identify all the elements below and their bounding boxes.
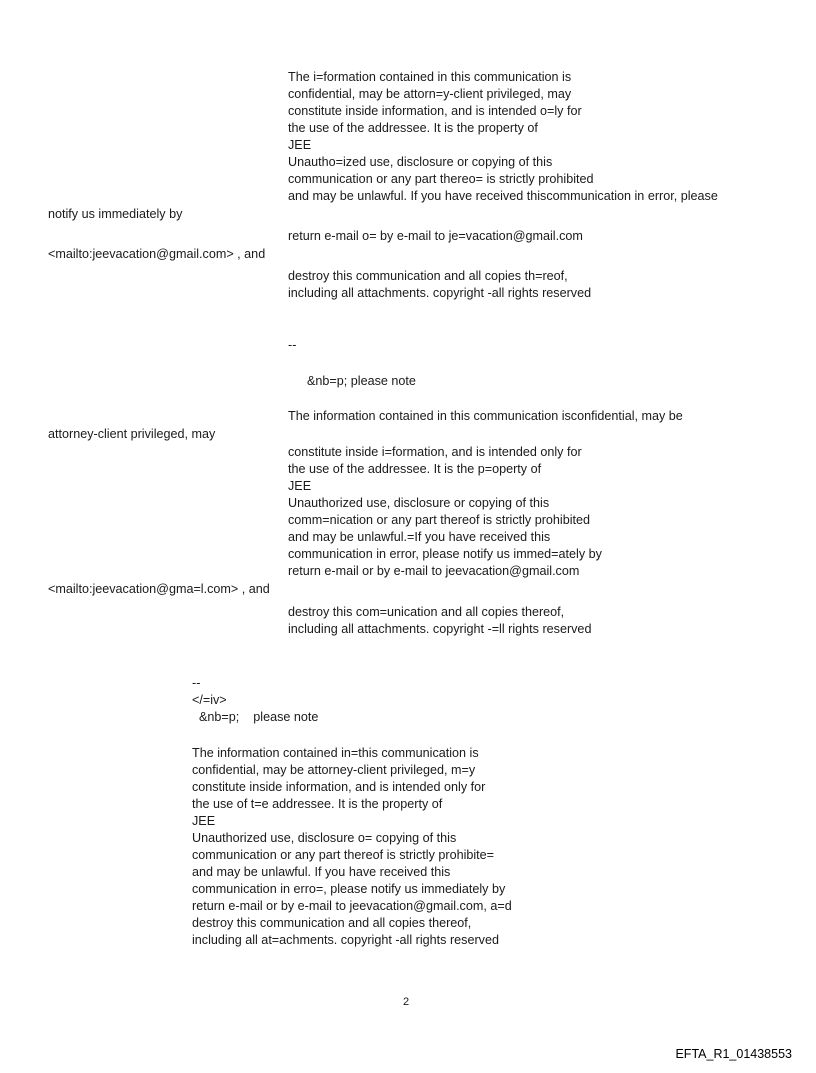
block1-line-5: JEE — [288, 138, 312, 152]
block3-line-11: destroy this communication and all copies thereof, — [192, 916, 472, 930]
block1-line-2: confidential, may be attorn=y-client privileged, may — [288, 87, 572, 101]
block3-line-7: communication or any part thereof is strictly prohibite= — [192, 848, 495, 862]
block2-line-8: and may be unlawful.=If you have received this — [288, 530, 551, 544]
block3-line-8: and may be unlawful. If you have received this — [192, 865, 451, 879]
block3-line-4: the use of t=e addressee. It is the property of — [192, 797, 443, 811]
separator-1: -- — [288, 338, 297, 352]
block2-line-2: attorney-client privileged, may — [48, 427, 216, 441]
bates-number: EFTA_R1_01438553 — [675, 1047, 792, 1061]
block3-line-10: return e-mail or by e-mail to jeevacation@gmail.com, a=d — [192, 899, 512, 913]
block1-line-8: and may be unlawful. If you have received thiscommunication in error, please — [288, 189, 718, 203]
block3-line-2: confidential, may be attorney-client privileged, m=y — [192, 763, 476, 777]
block2-line-3: constitute inside i=formation, and is intended only for — [288, 445, 582, 459]
nbsp-note-2: &nb=p; please note — [199, 710, 319, 724]
block1-line-4: the use of the addressee. It is the property of — [288, 121, 538, 135]
block2-line-1: The information contained in this communication isconfidential, may be — [288, 409, 683, 423]
block1-line-3: constitute inside information, and is intended o=ly for — [288, 104, 582, 118]
block3-line-1: The information contained in=this communication is — [192, 746, 479, 760]
block3-line-6: Unauthorized use, disclosure o= copying of this — [192, 831, 457, 845]
nbsp-note-1: &nb=p; please note — [307, 374, 416, 388]
block1-line-11: <mailto:jeevacation@gmail.com> , and — [48, 247, 266, 261]
block2-line-6: Unauthorized use, disclosure or copying of this — [288, 496, 550, 510]
block2-line-12: destroy this com=unication and all copies thereof, — [288, 605, 565, 619]
block1-line-7: communication or any part thereo= is strictly prohibited — [288, 172, 594, 186]
block3-line-3: constitute inside information, and is intended only for — [192, 780, 486, 794]
block2-line-11: <mailto:jeevacation@gma=l.com> , and — [48, 582, 270, 596]
div-close-tag: </=iv> — [192, 693, 227, 707]
separator-2: -- — [192, 676, 201, 690]
block2-line-13: including all attachments. copyright -=ll rights reserved — [288, 622, 592, 636]
block1-line-13: including all attachments. copyright -all rights reserved — [288, 286, 592, 300]
block1-line-12: destroy this communication and all copies th=reof, — [288, 269, 568, 283]
block1-line-6: Unautho=ized use, disclosure or copying of this — [288, 155, 553, 169]
block1-line-10: return e-mail o= by e-mail to je=vacation@gmail.com — [288, 229, 583, 243]
page-number: 2 — [403, 996, 410, 1008]
block1-line-9: notify us immediately by — [48, 207, 183, 221]
block3-line-12: including all at=achments. copyright -all rights reserved — [192, 933, 499, 947]
block2-line-4: the use of the addressee. It is the p=operty of — [288, 462, 542, 476]
block3-line-9: communication in erro=, please notify us immediately by — [192, 882, 506, 896]
block3-line-5: JEE — [192, 814, 216, 828]
block2-line-9: communication in error, please notify us immed=ately by — [288, 547, 602, 561]
block2-line-5: JEE — [288, 479, 312, 493]
block1-line-1: The i=formation contained in this communication is — [288, 70, 572, 84]
block2-line-10: return e-mail or by e-mail to jeevacation@gmail.com — [288, 564, 580, 578]
block2-line-7: comm=nication or any part thereof is strictly prohibited — [288, 513, 591, 527]
